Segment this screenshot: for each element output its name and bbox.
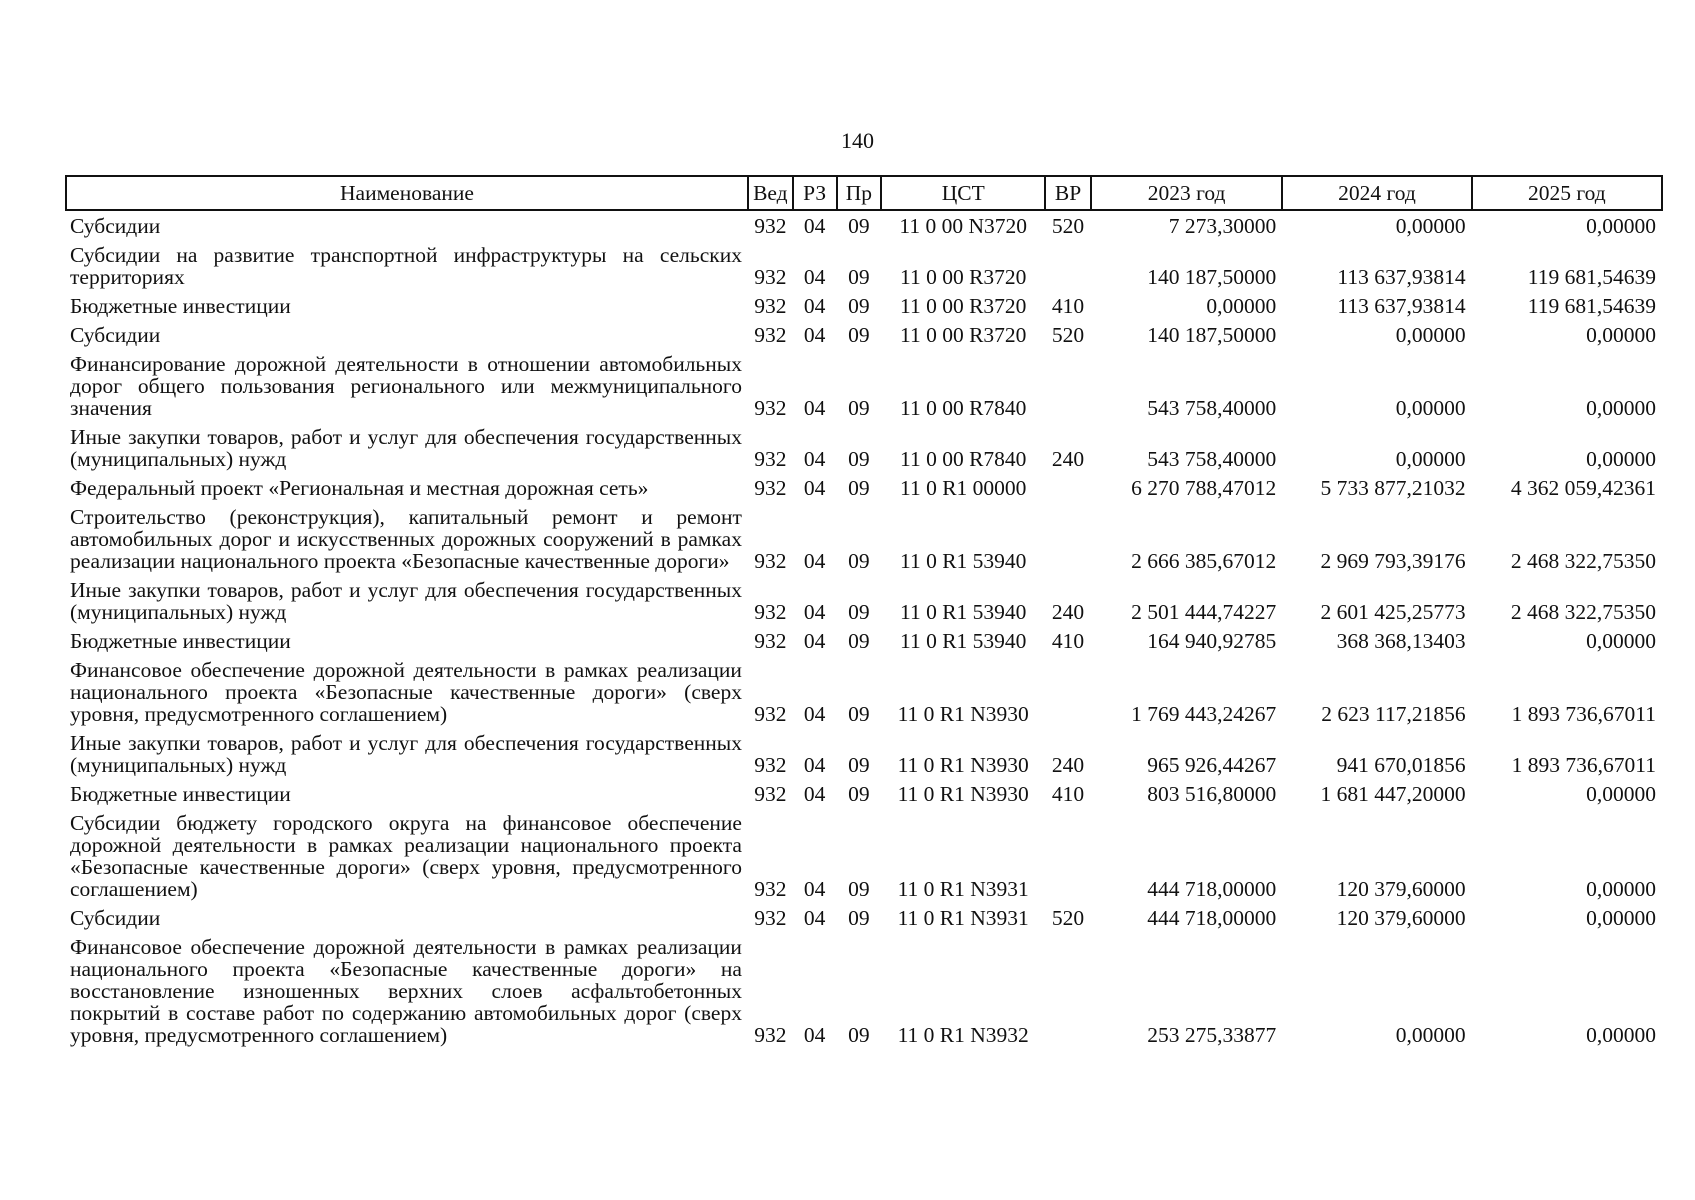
header-2025: 2025 год (1472, 176, 1662, 210)
row-rz: 04 (803, 323, 826, 347)
row-vr: 410 (1051, 294, 1085, 318)
row-pr: 09 (848, 702, 870, 726)
row-pr: 09 (848, 396, 870, 420)
row-vr: 520 (1051, 323, 1085, 347)
row-rz: 04 (803, 396, 826, 420)
row-name: Субсидии на развитие транспортной инфраструктуры на сельских территориях (70, 243, 742, 289)
table-row (66, 808, 1662, 903)
row-vr: 240 (1051, 447, 1085, 471)
row-pr: 09 (848, 214, 870, 238)
row-cst: 11 0 00 R3720 (900, 265, 1027, 289)
row-ved: 932 (754, 265, 787, 289)
row-rz: 04 (803, 549, 826, 573)
table-row (66, 502, 1662, 575)
row-cst: 11 0 R1 N3931 (897, 877, 1029, 901)
row-value-2025: 0,00000 (1586, 396, 1656, 420)
row-value-2023: 253 275,33877 (1147, 1023, 1277, 1047)
row-rz: 04 (803, 476, 826, 500)
row-name: Строительство (реконструкция), капитальный ремонт и ремонт автомобильных дорог и искусственных дорожных сооружений в рамках реализации национального проекта «Безопасные качественные дороги» (70, 505, 742, 573)
row-value-2023: 543 758,40000 (1147, 396, 1277, 420)
row-name: Иные закупки товаров, работ и услуг для обеспечения государственных (муниципальных) нужд (70, 578, 742, 624)
row-pr: 09 (848, 294, 870, 318)
row-pr: 09 (848, 753, 870, 777)
row-ved: 932 (754, 1023, 787, 1047)
table-header-row (66, 176, 1662, 210)
row-vr: 410 (1051, 629, 1085, 653)
row-cst: 11 0 00 R7840 (900, 447, 1027, 471)
row-value-2024: 941 670,01856 (1336, 753, 1466, 777)
row-value-2023: 140 187,50000 (1147, 323, 1277, 347)
row-value-2023: 164 940,92785 (1147, 629, 1277, 653)
row-rz: 04 (803, 753, 826, 777)
row-rz: 04 (803, 702, 826, 726)
row-value-2023: 0,00000 (1206, 294, 1277, 318)
header-2024: 2024 год (1282, 176, 1471, 210)
row-name: Финансовое обеспечение дорожной деятельности в рамках реализации национального проекта «Безопасные качественные дороги» (сверх уровня, предусмотренного соглашением) (70, 658, 742, 726)
row-ved: 932 (754, 549, 787, 573)
row-rz: 04 (803, 629, 826, 653)
row-rz: 04 (803, 906, 826, 930)
row-value-2025: 1 893 736,67011 (1511, 753, 1656, 777)
header-rz: РЗ (793, 176, 837, 210)
row-value-2023: 1 769 443,24267 (1131, 702, 1277, 726)
row-ved: 932 (754, 629, 787, 653)
row-value-2023: 2 666 385,67012 (1131, 549, 1277, 573)
row-vr (1045, 808, 1091, 903)
row-pr: 09 (848, 1023, 870, 1047)
row-pr: 09 (848, 877, 870, 901)
row-value-2024: 0,00000 (1395, 214, 1466, 238)
row-rz: 04 (803, 265, 826, 289)
row-pr: 09 (848, 323, 870, 347)
budget-table (65, 175, 1663, 1049)
row-ved: 932 (754, 753, 787, 777)
row-vr: 520 (1051, 906, 1085, 930)
row-name: Федеральный проект «Региональная и местная дорожная сеть» (70, 476, 649, 500)
row-ved: 932 (754, 702, 787, 726)
header-2023: 2023 год (1091, 176, 1282, 210)
row-value-2023: 444 718,00000 (1147, 877, 1277, 901)
row-ved: 932 (754, 476, 787, 500)
row-pr: 09 (848, 906, 870, 930)
row-value-2023: 2 501 444,74227 (1131, 600, 1277, 624)
row-name: Иные закупки товаров, работ и услуг для обеспечения государственных (муниципальных) нужд (70, 731, 742, 777)
table-row (66, 575, 1662, 626)
table-row (66, 626, 1662, 655)
row-rz: 04 (803, 600, 826, 624)
table-row (66, 320, 1662, 349)
row-rz: 04 (803, 447, 826, 471)
row-pr: 09 (848, 629, 870, 653)
row-name: Субсидии (70, 214, 161, 238)
row-value-2025: 0,00000 (1586, 447, 1656, 471)
row-value-2024: 2 623 117,21856 (1321, 702, 1466, 726)
row-vr (1045, 349, 1091, 422)
row-value-2024: 0,00000 (1395, 323, 1466, 347)
row-ved: 932 (754, 447, 787, 471)
table-row (66, 728, 1662, 779)
row-name: Финансирование дорожной деятельности в отношении автомобильных дорог общего пользования регионального или межмуниципального значения (70, 352, 742, 420)
table-row (66, 779, 1662, 808)
row-value-2025: 0,00000 (1586, 906, 1656, 930)
row-cst: 11 0 00 R3720 (900, 294, 1027, 318)
row-pr: 09 (848, 782, 870, 806)
row-value-2025: 1 893 736,67011 (1511, 702, 1656, 726)
row-ved: 932 (754, 600, 787, 624)
row-value-2025: 119 681,54639 (1527, 294, 1656, 318)
row-value-2025: 2 468 322,75350 (1510, 549, 1656, 573)
row-name: Субсидии (70, 323, 161, 347)
row-value-2023: 7 273,30000 (1168, 214, 1277, 238)
row-value-2025: 2 468 322,75350 (1510, 600, 1656, 624)
row-cst: 11 0 R1 N3930 (897, 702, 1029, 726)
row-value-2024: 120 379,60000 (1336, 906, 1466, 930)
table-row (66, 422, 1662, 473)
row-ved: 932 (754, 396, 787, 420)
row-vr (1045, 655, 1091, 728)
row-name: Бюджетные инвестиции (70, 629, 291, 653)
row-name: Финансовое обеспечение дорожной деятельности в рамках реализации национального проекта «Безопасные качественные дороги» на восстановление изношенных верхних слоев асфальтобетонных покрытий в составе работ по содержанию автомобильных дорог (сверх уровня, предусмотренного соглашением) (70, 935, 742, 1047)
header-cst: ЦСТ (881, 176, 1045, 210)
row-pr: 09 (848, 265, 870, 289)
row-value-2024: 368 368,13403 (1336, 629, 1466, 653)
row-value-2024: 5 733 877,21032 (1320, 476, 1466, 500)
row-value-2024: 120 379,60000 (1336, 877, 1466, 901)
row-value-2023: 140 187,50000 (1147, 265, 1277, 289)
row-pr: 09 (848, 476, 870, 500)
table-body (66, 210, 1662, 1049)
row-value-2025: 119 681,54639 (1527, 265, 1656, 289)
row-name: Бюджетные инвестиции (70, 294, 291, 318)
table-row (66, 473, 1662, 502)
row-ved: 932 (754, 214, 787, 238)
row-name: Субсидии (70, 906, 161, 930)
table-row (66, 291, 1662, 320)
row-rz: 04 (803, 877, 826, 901)
row-value-2025: 0,00000 (1586, 214, 1656, 238)
row-rz: 04 (803, 214, 826, 238)
row-vr (1045, 932, 1091, 1049)
row-rz: 04 (803, 782, 826, 806)
row-vr (1045, 502, 1091, 575)
row-value-2025: 0,00000 (1586, 323, 1656, 347)
row-cst: 11 0 R1 N3931 (897, 906, 1029, 930)
table-row (66, 240, 1662, 291)
row-value-2025: 0,00000 (1586, 629, 1656, 653)
page-number: 140 (841, 128, 874, 153)
row-vr (1045, 473, 1091, 502)
table-row (66, 932, 1662, 1049)
row-rz: 04 (803, 1023, 826, 1047)
row-pr: 09 (848, 549, 870, 573)
row-cst: 11 0 R1 53940 (900, 629, 1027, 653)
row-value-2023: 444 718,00000 (1147, 906, 1277, 930)
row-ved: 932 (754, 906, 787, 930)
row-value-2025: 0,00000 (1586, 1023, 1656, 1047)
row-cst: 11 0 R1 N3930 (897, 782, 1029, 806)
row-ved: 932 (754, 294, 787, 318)
row-ved: 932 (754, 323, 787, 347)
row-value-2024: 113 637,93814 (1337, 265, 1466, 289)
row-value-2025: 4 362 059,42361 (1510, 476, 1656, 500)
header-ved: Вед (748, 176, 793, 210)
row-ved: 932 (754, 877, 787, 901)
row-cst: 11 0 R1 53940 (900, 600, 1027, 624)
table-row (66, 903, 1662, 932)
row-value-2025: 0,00000 (1586, 877, 1656, 901)
row-cst: 11 0 R1 53940 (900, 549, 1027, 573)
row-cst: 11 0 00 N3720 (899, 214, 1028, 238)
row-ved: 932 (754, 782, 787, 806)
row-cst: 11 0 00 R7840 (900, 396, 1027, 420)
row-value-2025: 0,00000 (1586, 782, 1656, 806)
row-value-2023: 6 270 788,47012 (1131, 476, 1277, 500)
row-cst: 11 0 R1 N3932 (897, 1023, 1029, 1047)
row-cst: 11 0 R1 N3930 (897, 753, 1029, 777)
header-pr: Пр (837, 176, 882, 210)
row-value-2024: 1 681 447,20000 (1320, 782, 1466, 806)
row-name: Субсидии бюджету городского округа на финансовое обеспечение дорожной деятельности в рамках реализации национального проекта «Безопасные качественные дороги» (сверх уровня, предусмотренного соглашением) (70, 811, 742, 901)
table-row (66, 349, 1662, 422)
row-value-2024: 0,00000 (1395, 1023, 1466, 1047)
row-name: Иные закупки товаров, работ и услуг для обеспечения государственных (муниципальных) нужд (70, 425, 742, 471)
row-vr: 240 (1051, 600, 1085, 624)
row-cst: 11 0 00 R3720 (900, 323, 1027, 347)
row-rz: 04 (803, 294, 826, 318)
row-vr (1045, 240, 1091, 291)
row-vr: 240 (1051, 753, 1085, 777)
row-vr: 410 (1051, 782, 1085, 806)
row-vr: 520 (1051, 214, 1085, 238)
row-value-2024: 113 637,93814 (1337, 294, 1466, 318)
row-value-2023: 965 926,44267 (1147, 753, 1277, 777)
row-cst: 11 0 R1 00000 (900, 476, 1027, 500)
row-value-2024: 2 601 425,25773 (1320, 600, 1466, 624)
table-row (66, 210, 1662, 240)
row-pr: 09 (848, 447, 870, 471)
row-name: Бюджетные инвестиции (70, 782, 291, 806)
table-row (66, 655, 1662, 728)
row-value-2024: 0,00000 (1395, 447, 1466, 471)
header-vr: ВР (1045, 176, 1091, 210)
row-value-2024: 0,00000 (1395, 396, 1466, 420)
row-pr: 09 (848, 600, 870, 624)
row-value-2023: 803 516,80000 (1147, 782, 1277, 806)
header-name: Наименование (66, 176, 748, 210)
row-value-2023: 543 758,40000 (1147, 447, 1277, 471)
row-value-2024: 2 969 793,39176 (1320, 549, 1466, 573)
